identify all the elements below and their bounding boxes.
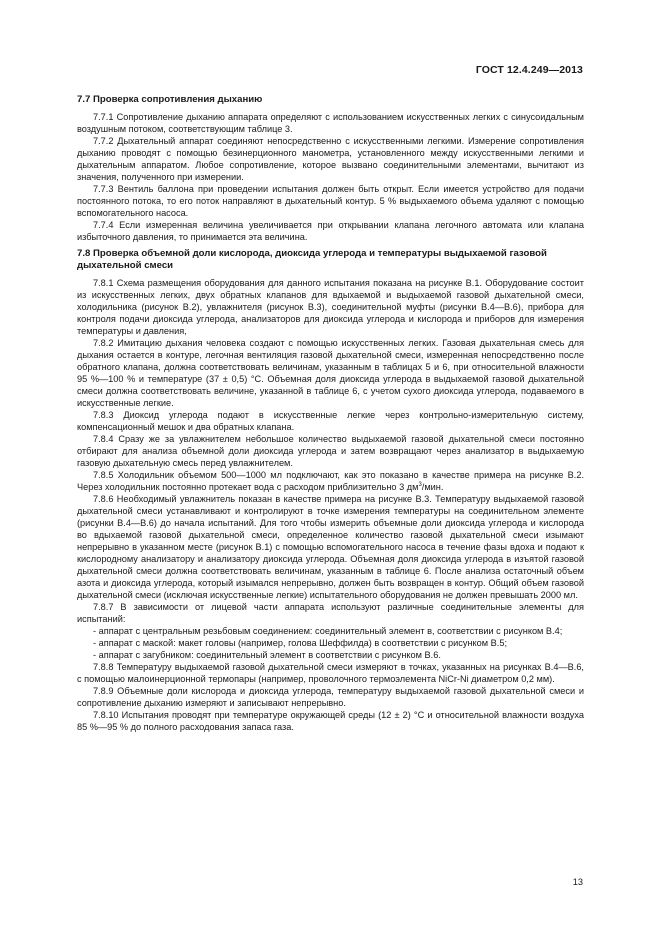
paragraph-7-8-10: 7.8.10 Испытания проводят при температуре окружающей среды (12 ± 2) °С и относительной влажности воздуха 85 %—95 % до полного расходования запаса газа.	[77, 710, 584, 732]
paragraph-7-8-8: 7.8.8 Температуру выдыхаемой газовой дыхательной смеси измеряют в точках, указанных на рисунках В.4—В.6, с помощью малоинерционной термопары (например, проволочного термоэлемента NiCr-Ni диаметром 0,2 мм).	[77, 662, 584, 684]
document-body	[77, 94, 584, 733]
paragraph-7-8-4: 7.8.4 Сразу же за увлажнителем небольшое количество выдыхаемой газовой дыхательной смеси постоянно отбирают для анализа объемной доли диоксида углерода и затем возвращают через анализатор в выдыхаемую газовую дыхательную смесь перед увлажнителем.	[77, 434, 584, 468]
paragraph-7-7-3: 7.7.3 Вентиль баллона при проведении испытания должен быть открыт. Если имеется устройство для подачи постоянного потока, то его поток направляют в дыхательный контур. 5 % выдыхаемого объема удаляют с помощью вспомогательного насоса.	[77, 184, 584, 218]
paragraph-7-8-5-text: 7.8.5 Холодильник объемом 500—1000 мл подключают, как это показано в качестве примера на рисунке В.2. Через холодильник постоянно протекает вода с расходом приблизительно 3 дм	[77, 470, 584, 492]
paragraph-7-8-9: 7.8.9 Объемные доли кислорода и диоксида углерода, температуру выдыхаемой газовой дыхательной смеси и сопротивление дыханию измеряют и записывают непрерывно.	[77, 686, 584, 708]
document-id-header: ГОСТ 12.4.249—2013	[475, 64, 583, 76]
list-item: - аппарат с центральным резьбовым соединением: соединительный элемент в, соответствии с рисунком В.4;	[93, 626, 563, 636]
list-item: - аппарат с маской: макет головы (например, голова Шеффилда) в соответствии с рисунком В.5;	[93, 638, 508, 648]
paragraph-7-8-1: 7.8.1 Схема размещения оборудования для данного испытания показана на рисунке В.1. Оборудование состоит из искусственных легких, двух обратных клапанов для вдыхаемой и выдыхаемой газовой дыхательной смеси, холодильника (рисунок В.2), увлажнителя (рисунок В.3), соединительной муфты (рисунки В.4—В.6), прибора для контроля подачи диоксида углерода, анализаторов для диоксида углерода и кислорода и приборов для измерения температуры и давления,	[77, 278, 584, 336]
page-number: 13	[572, 877, 583, 887]
paragraph-7-7-2: 7.7.2 Дыхательный аппарат соединяют непосредственно с искусственными легкими. Измерение сопротивления дыханию проводят с помощью безинерционного манометра, установленного между искусственными легкими и дыхательным аппаратом. Любое сопротивление, которое вызвано соединительными элементами, вычитают из значения, полученного при измерении.	[77, 136, 584, 182]
paragraph-7-8-2: 7.8.2 Имитацию дыхания человека создают с помощью искусственных легких. Газовая дыхательная смесь для дыхания остается в контуре, легочная вентиляция газовой дыхательной смеси, измеренная непосредственно после обратного клапана, должна соответствовать величинам, указанным в таблицах 5 и 6, при относительной влажности 95 %—100 % и температуре (37 ± 0,5) °С. Объемная доля диоксида углерода в выдыхаемой газовой дыхательной смеси должна соответствовать величине, указанной в таблице 6, с учетом сухого диоксида углерода, подаваемого в искусственные легкие.	[77, 338, 584, 408]
paragraph-7-8-5-unit: /мин.	[421, 482, 444, 492]
section-title-7-7: 7.7 Проверка сопротивления дыханию	[77, 94, 263, 105]
section-title-7-8: 7.8 Проверка объемной доли кислорода, диоксида углерода и температуры выдыхаемой газовой дыхательной смеси	[77, 248, 547, 271]
paragraph-7-8-5	[77, 469, 584, 493]
list-item: - аппарат с загубником: соединительный элемент в соответствии с рисунком В.6.	[93, 650, 441, 660]
paragraph-7-7-4: 7.7.4 Если измеренная величина увеличивается при открывании клапана легочного автомата или клапана избыточного давления, то принимается эта величина.	[77, 220, 584, 242]
paragraph-7-8-7: 7.8.7 В зависимости от лицевой части аппарата используют различные соединительные элементы для испытаний:	[77, 602, 584, 624]
paragraph-7-7-1: 7.7.1 Сопротивление дыханию аппарата определяют с использованием искусственных легких с синусоидальным воздушным потоком, соответствующим таблице 3.	[77, 112, 584, 134]
superscript-3: 3	[418, 481, 422, 488]
paragraph-7-8-3: 7.8.3 Диоксид углерода подают в искусственные легкие через контрольно-измерительную систему, компенсационный мешок и два обратных клапана.	[77, 410, 584, 432]
paragraph-7-8-6: 7.8.6 Необходимый увлажнитель показан в качестве примера на рисунке В.3. Температуру выдыхаемой газовой дыхательной смеси устанавливают и контролируют в точке измерения температуры на соединительном элементе (рисунки В.4—В.6) до начала испытаний. Для того чтобы измерить объемные доли диоксида углерода и кислорода во вдыхаемой газовой дыхательной смеси, определенное количество газовой дыхательной смеси изымают непрерывно в указанном месте (рисунок В.1) с помощью вспомогательного насоса в течение фазы вдоха и подают к кислородному анализатору и анализатору диоксида углерода. Объемная доля диоксида углерода в изъятой газовой дыхательной смеси должна соответствовать величинам, указанным в таблице 6. После анализа остаточный объем азота и диоксида углерода, который изымался непрерывно, должен быть возвращен в контур. Общий объем газовой дыхательной смеси (исключая искусственные легкие) испытательного оборудования не должен превышать 2000 мл.	[77, 494, 584, 600]
